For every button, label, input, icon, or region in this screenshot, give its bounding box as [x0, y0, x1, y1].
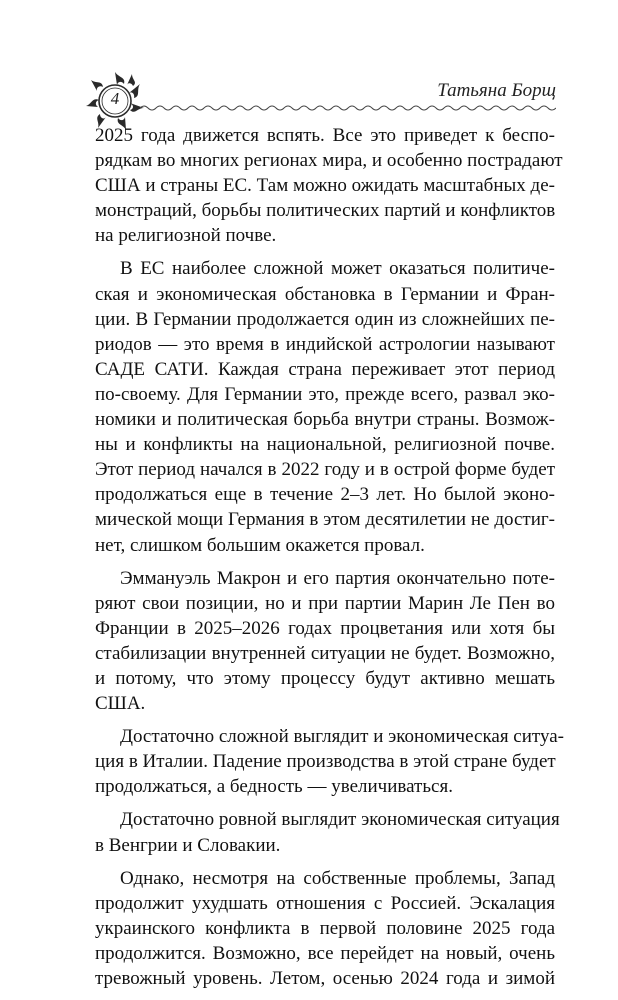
text-line: 2025 года движется вспять. Все это приведет к беспо- — [95, 125, 555, 146]
text-line: монстраций, борьбы политических партий и конфликтов — [95, 200, 556, 222]
text-line: Достаточно ровной выглядит экономическая ситуация — [120, 809, 560, 831]
text-line: Этот период начался в 2022 году и в острой форме будет — [95, 459, 555, 481]
text-line: украинского конфликта в первой половине 2025 года — [95, 917, 555, 939]
text-line: мической мощи Германия в этом десятилетии не достиг- — [95, 509, 555, 531]
text-line: рядкам во многих регионах мира, и особенно пострадают — [95, 150, 563, 172]
text-line: продолжится. Возможно, все перейдет на новый, очень — [95, 942, 555, 964]
paragraph-2 — [95, 256, 555, 557]
paragraph-6 — [95, 866, 555, 991]
wavy-header-rule — [140, 103, 556, 113]
paragraph-4 — [95, 724, 564, 799]
text-line: ция в Италии. Падение производства в этой стране будет — [95, 751, 556, 773]
text-line: продолжит ухудшать отношения с Россией. Эскалация — [95, 892, 555, 914]
text-line: В ЕС наиболее сложной может оказаться политиче- — [120, 258, 555, 280]
text-line: ны и конфликты на национальной, религиозной почве. — [95, 434, 555, 456]
text-line: США и страны ЕС. Там можно ожидать масштабных де- — [95, 175, 555, 197]
text-line: Однако, несмотря на собственные проблемы, Запад — [120, 867, 555, 889]
text-line: Франции в 2025–2026 годах процветания или хотя бы — [95, 617, 555, 639]
paragraph-3 — [95, 566, 555, 717]
text-line: ская и экономическая обстановка в Германии и Фран- — [95, 283, 555, 305]
text-line: ции. В Германии продолжается один из сложнейших пе- — [95, 308, 555, 330]
text-line: Эммануэль Макрон и его партия окончательно поте- — [120, 567, 555, 589]
text-line: нет, слишком большим окажется провал. — [95, 534, 425, 556]
text-line: продолжаться еще в течение 2–3 лет. Но былой эконо- — [95, 484, 555, 506]
text-line: по-своему. Для Германии это, прежде всего, развал эко- — [95, 383, 555, 405]
text-line: стабилизации внутренней ситуации не будет. Возможно, — [95, 642, 555, 664]
text-line: САДЕ САТИ. Каждая страна переживает этот период — [95, 358, 555, 380]
paragraph-1 — [95, 123, 563, 248]
text-line: тревожный уровень. Летом, осенью 2024 года и зимой — [95, 968, 555, 989]
text-line: США. — [95, 693, 146, 715]
page-number: 4 — [110, 89, 120, 108]
text-line: в Венгрии и Словакии. — [95, 834, 281, 856]
paragraph-5 — [95, 807, 560, 857]
text-line: и потому, что этому процессу будут активно мешать — [95, 667, 555, 689]
text-line: риодов — это время в индийской астрологии называют — [95, 333, 555, 355]
text-line: на религиозной почве. — [95, 225, 277, 247]
text-line: номики и политическая борьба внутри страны. Возмож- — [95, 409, 555, 431]
body-text — [95, 123, 564, 999]
text-line: ряют свои позиции, но и при партии Марин Ле Пен во — [95, 592, 555, 614]
text-line: продолжаться, а бедность — увеличиваться. — [95, 776, 453, 798]
text-line: Достаточно сложной выглядит и экономическая ситуа- — [120, 726, 564, 748]
running-head-author: Татьяна Борщ — [437, 80, 556, 101]
